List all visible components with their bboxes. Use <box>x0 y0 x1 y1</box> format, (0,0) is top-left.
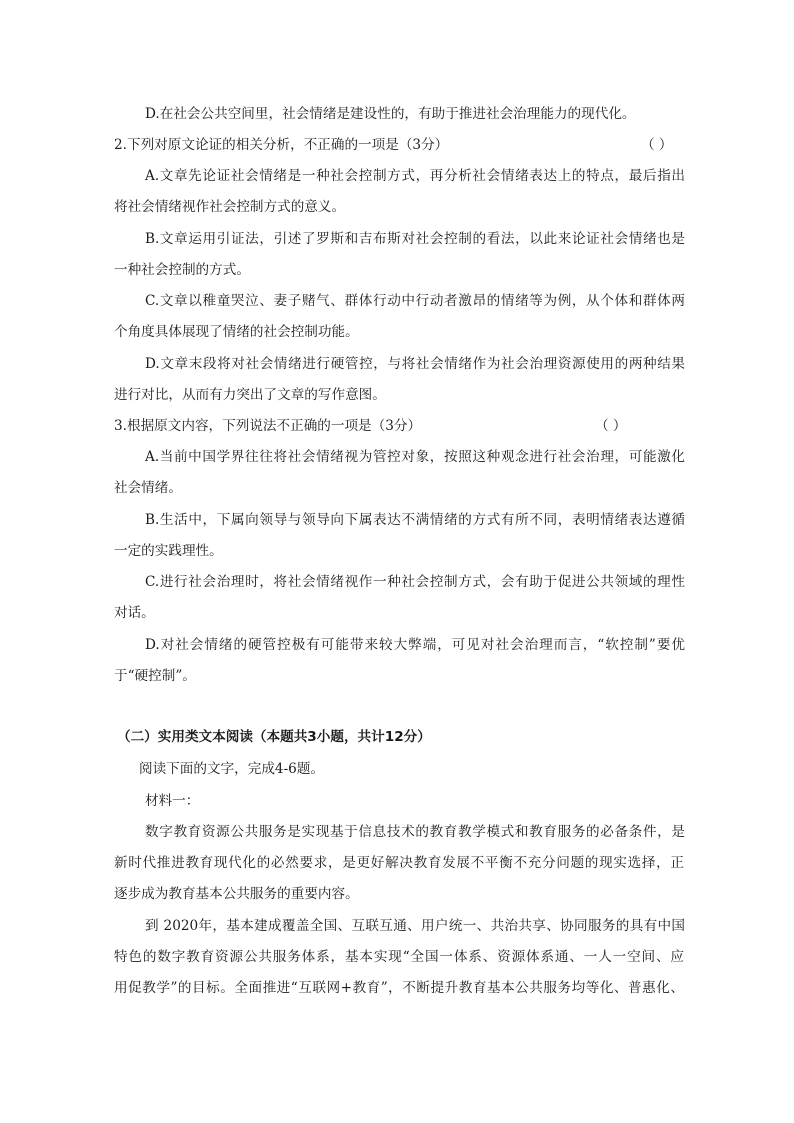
material-label: 材料一： <box>145 793 200 809</box>
q2-option-d-line1: D.文章末段将对社会情绪进行硬管控，与将社会情绪作为社会治理资源使用的两种结果 <box>145 356 685 372</box>
material-paragraph1-line1: 数字教育资源公共服务是实现基于信息技术的教育教学模式和教育服务的必备条件，是 <box>145 824 685 840</box>
q2-option-c-line1: C.文章以稚童哭泣、妻子赌气、群体行动中行动者激昂的情绪等为例，从个体和群体两 <box>145 293 685 309</box>
q2-stem-text: 2.下列对原文论证的相关分析，不正确的一项是（3分） <box>114 137 449 153</box>
q2-option-c-line2: 个角度具体展现了情绪的社会控制功能。 <box>114 324 359 340</box>
material-paragraph1-line2: 新时代推进教育现代化的必然要求，是更好解决教育发展不平衡不充分问题的现实选择，正 <box>114 855 684 871</box>
q3-stem <box>114 416 684 436</box>
q3-option-c-line1: C.进行社会治理时，将社会情绪视作一种社会控制方式，会有助于促进公共领域的理性 <box>145 574 685 590</box>
q2-option-d-line2: 进行对比，从而有力突出了文章的写作意图。 <box>114 387 386 403</box>
q3-option-b-line1: B.生活中，下属向领导与领导向下属表达不满情绪的方式有所不同，表明情绪表达遵循 <box>145 512 685 528</box>
q2-stem <box>114 135 684 155</box>
q1-option-d: D.在社会公共空间里，社会情绪是建设性的，有助于推进社会治理能力的现代化。 <box>145 106 636 122</box>
q3-option-c-line2: 对话。 <box>114 605 155 621</box>
q2-option-a-line2: 将社会情绪视作社会控制方式的意义。 <box>114 199 346 215</box>
section-heading: （二）实用类文本阅读（本题共3小题，共计12分） <box>117 729 431 745</box>
q3-option-a-line1: A.当前中国学界往往将社会情绪视为管控对象，按照这种观念进行社会治理，可能激化 <box>145 449 685 465</box>
material-paragraph2-line2: 特色的数字教育资源公共服务体系，基本实现“全国一体系、资源体系通、一人一空间、应 <box>114 949 684 965</box>
q2-option-b-line1: B.文章运用引证法，引述了罗斯和吉布斯对社会控制的看法，以此来论证社会情绪也是 <box>145 231 685 247</box>
q3-answer-paren: （ ） <box>595 418 627 434</box>
q2-option-b-line2: 一种社会控制的方式。 <box>114 262 250 278</box>
material-paragraph1-line3: 逐步成为教育基本公共服务的重要内容。 <box>114 886 359 902</box>
section-instruction: 阅读下面的文字，完成4-6题。 <box>139 761 325 777</box>
q3-option-a-line2: 社会情绪。 <box>114 480 182 496</box>
q2-answer-paren: （ ） <box>641 137 673 153</box>
material-paragraph2-line3: 用促教学”的目标。全面推进“互联网+教育”，不断提升教育基本公共服务均等化、普惠化、 <box>114 980 684 996</box>
q3-option-d-line1: D.对社会情绪的硬管控极有可能带来较大弊端，可见对社会治理而言，“软控制”要优 <box>145 637 685 653</box>
q3-option-d-line2: 于“硬控制”。 <box>114 668 196 684</box>
q3-stem-text: 3.根据原文内容，下列说法不正确的一项是（3分） <box>114 418 422 434</box>
q2-option-a-line1: A.文章先论证社会情绪是一种社会控制方式，再分析社会情绪表达上的特点，最后指出 <box>145 168 685 184</box>
q3-option-b-line2: 一定的实践理性。 <box>114 543 223 559</box>
material-paragraph2-line1: 到 2020年，基本建成覆盖全国、互联互通、用户统一、共治共享、协同服务的具有中国 <box>145 918 685 934</box>
